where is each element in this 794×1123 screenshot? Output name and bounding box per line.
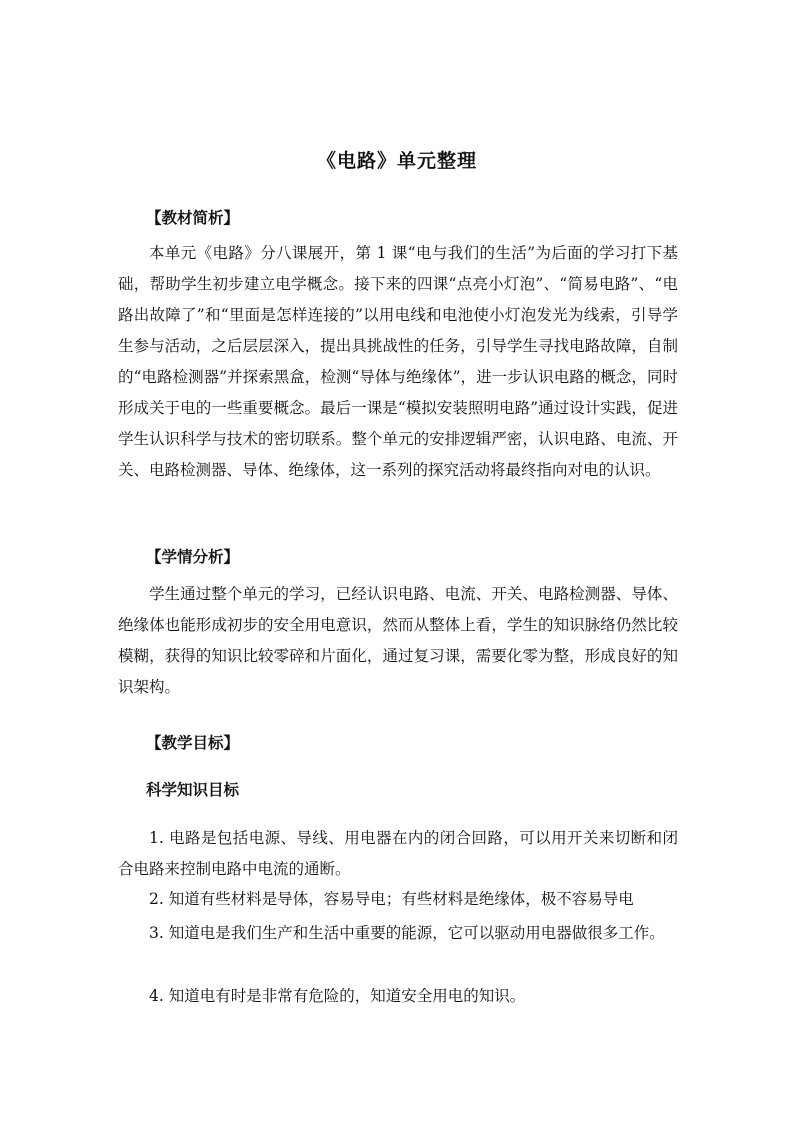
- section-heading-goals: 【教学目标】: [146, 733, 240, 752]
- subheading-knowledge-goals: 科学知识目标: [146, 780, 240, 799]
- section-heading-learner: 【学情分析】: [146, 547, 240, 566]
- goal-item-2: 2. 知道有些材料是导体，容易导电；有些材料是绝缘体，极不容易导电: [149, 890, 634, 908]
- goal-item-3: 3. 知道电是我们生产和生活中重要的能源，它可以驱动用电器做很多工作。: [149, 924, 665, 942]
- document-title: 《电路》单元整理: [316, 150, 477, 172]
- paragraph-learner-analysis: 学生通过整个单元的学习，已经认识电路、电流、开关、电路检测器、导体、绝缘体也能形成初步的安全用电意识，然而从整体上看，学生的知识脉络仍然比较模糊，获得的知识比较零碎和片面化，通过复习课，需要化零为整，形成良好的知识架构。: [118, 585, 678, 696]
- goal-item-4: 4. 知道电有时是非常有危险的，知道安全用电的知识。: [149, 987, 526, 1005]
- goal-item-1: 1. 电路是包括电源、导线、用电器在内的闭合回路，可以用开关来切断和闭合电路来控制电路中电流的通断。: [118, 829, 678, 878]
- section-heading-textbook: 【教材简析】: [146, 208, 240, 227]
- paragraph-textbook-analysis: 本单元《电路》分八课展开，第 1 课“电与我们的生活”为后面的学习打下基础，帮助学生初步建立电学概念。接下来的四课“点亮小灯泡”、“简易电路”、“电路出故障了”和“里面是怎样连接的”以用电线和电池使小灯泡发光为线索，引导学生参与活动，之后层层深入，提出具挑战性的任务，引导学生寻找电路故障，自制的“电路检测器”并探索黑盒，检测“导体与绝缘体”，进一步认识电路的概念，同时形成关于电的一些重要概念。最后一课是“模拟安装照明电路”通过设计实践，促进学生认识科学与技术的密切联系。整个单元的安排逻辑严密，认识电路、电流、开关、电路检测器、导体、绝缘体，这一系列的探究活动将最终指向对电的认识。: [118, 244, 678, 479]
